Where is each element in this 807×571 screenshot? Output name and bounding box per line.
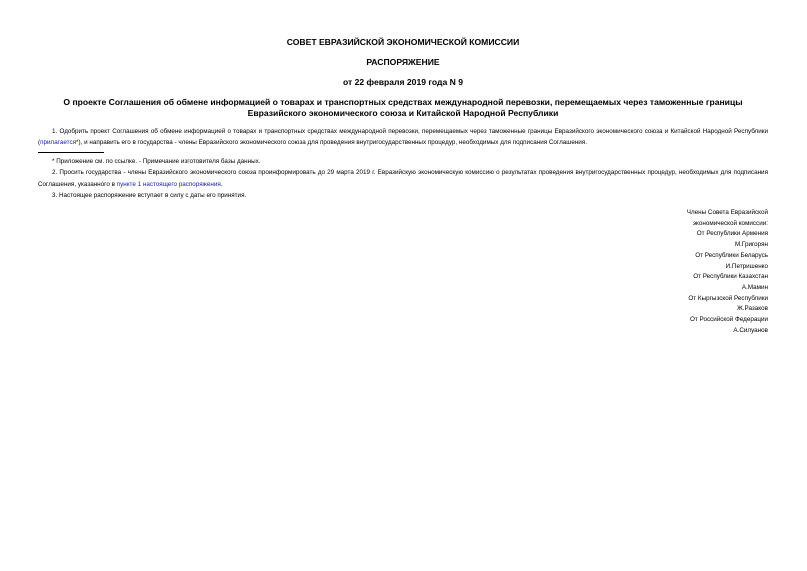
paragraph-1-text-start: 1. Одобрить проект Соглашения об обмене информацией о товарах и транспортных средствах международной перевозки, перемещаемых через таможенные границы Евразийского экономического союза и Китайской Народной Республики ( xyxy=(38,128,768,147)
document-title xyxy=(38,97,768,119)
appendix-link[interactable]: прилагается xyxy=(40,139,77,147)
paragraph-2-text-end: . xyxy=(220,180,223,188)
signatory-name: А.Силуанов xyxy=(733,326,768,334)
paragraph-2 xyxy=(38,167,768,189)
document-date: от 22 февраля 2019 года N 9 xyxy=(342,77,464,87)
paragraph-3: 3. Настоящее распоряжение вступает в силу с даты его принятия. xyxy=(52,191,247,199)
signatory-country: От Российской Федерации xyxy=(689,316,768,324)
document-title-line-2: Евразийского экономического союза и Китайской Народной Республики xyxy=(247,108,559,118)
paragraph-1-text-end: *), и направить его в государства - члены Евразийского экономического союза для проведения внутригосударственных процедур, необходимых для подписания Соглашения. xyxy=(76,139,587,147)
signatory-country: От Республики Беларусь xyxy=(695,251,768,259)
document-type-heading: РАСПОРЯЖЕНИЕ xyxy=(366,57,440,67)
document-title-line-1: О проекте Соглашения об обмене информацией о товарах и транспортных средствах международной перевозки, перемещаемых через таможенные границы xyxy=(63,97,743,107)
council-heading: СОВЕТ ЕВРАЗИЙСКОЙ ЭКОНОМИЧЕСКОЙ КОМИССИИ xyxy=(286,37,520,47)
signature-block xyxy=(687,208,768,336)
footnote-divider xyxy=(38,152,104,153)
signatory-country: От Кыргызской Республики xyxy=(688,294,768,302)
signatory-name: А.Мамин xyxy=(741,283,768,291)
signatory-name: М.Григорян xyxy=(734,241,768,249)
document-page xyxy=(38,30,768,334)
signatory-name: И.Петришенко xyxy=(725,262,768,270)
paragraph-2-text-start: 2. Просить государства - члены Евразийского экономического союза проинформировать до 29 марта 2019 г. Евразийскую экономическую комиссию о результатах проведения внутригосударственных процедур, необходимых для подписания Соглашения, указанного в xyxy=(38,169,768,188)
signatory-name: Ж.Разаков xyxy=(736,305,768,313)
footnote: * Приложение см. по ссылке. - Примечание изготовителя базы данных. xyxy=(52,158,261,166)
clause-1-link[interactable]: пункте 1 настоящего распоряжения xyxy=(116,180,221,188)
signatory-country: От Республики Армения xyxy=(696,230,768,238)
signature-intro-line-1: Члены Совета Евразийской xyxy=(686,209,768,216)
signature-intro-line-2: экономической комиссии: xyxy=(692,219,768,227)
signatory-country: От Республики Казахстан xyxy=(693,273,768,281)
paragraph-1 xyxy=(38,126,768,148)
